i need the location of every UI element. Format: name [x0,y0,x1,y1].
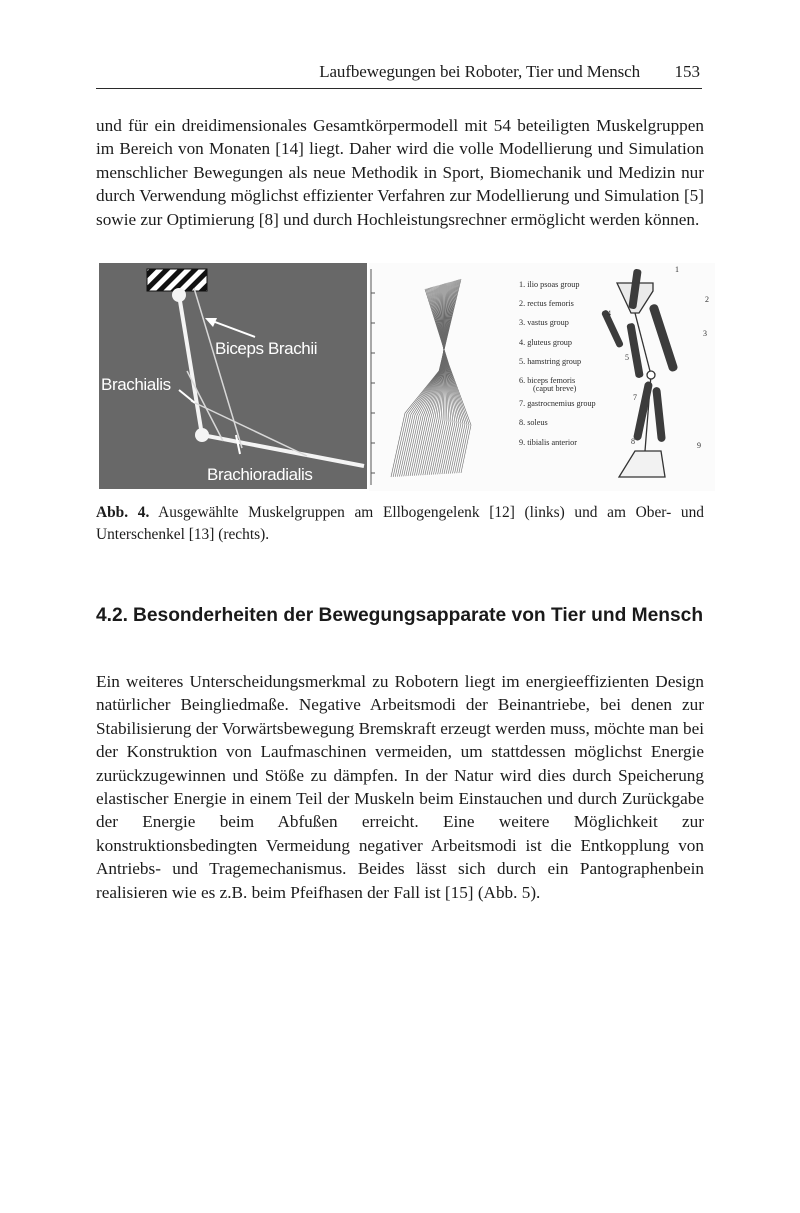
muscle-legend [519,275,596,452]
muscle-item: 2. rectus femoris [519,299,574,309]
leg-number: 5 [625,353,629,362]
muscle-item: 4. gluteus group [519,337,572,347]
brachialis-pointer [179,390,195,403]
leg-number: 9 [697,441,701,450]
muscle-item: 6. biceps femoris [519,376,576,386]
upper-arm [179,295,202,435]
body-paragraph-1: und für ein dreidimensionales Gesamtkörpermodell mit 54 beteiligten Muskelgruppen im Bereich von Monaten [14] liegt. Daher wird die volle Modellierung und Simulation menschlicher Bewegungen als neue Methodik in Sport, Biomechanik und Medizin nur durch Verwendung möglichst effizienter Verfahren zur Modellierung und Simulation [5] sowie zur Optimierung [8] und durch Hochleistungsrechner ermöglicht werden können. [96,116,704,229]
body-paragraph-2: Ein weiteres Unterscheidungsmerkmal zu Robotern liegt im energieeffizienten Design natürlicher Beingliedmaße. Negative Arbeitsmodi der Beinantriebe, bei denen zur Stabilisierung der Vorwärtsbewegung Bremskraft erzeugt werden muss, möchte man bei der Konstruktion von Laufmaschinen vermeiden, um stattdessen möglichst Energie zurückzugewinnen und Stöße zu dämpfen. In der Natur wird dies durch Speicherung elastischer Energie in einem Teil der Muskeln beim Einstauchen und durch Zurückgabe der Energie beim Abfußen erreicht. Eine weitere Möglichkeit zur konstruktionsbedingten Vermeidung negativer Arbeitsmodi ist die Entkopplung von Antriebs- und Tragemechanismus. Beides lässt sich durch ein Pantographenbein realisieren wie es z.B. beim Pfeifhasen der Fall ist [15] (Abb. 5). [96,672,704,902]
caption-text: Ausgewählte Muskelgruppen am Ellbogengelenk [12] (links) und am Ober- und Unterschenkel [13] (rechts). [96,504,705,543]
muscle-item: 7. gastrocnemius group [519,399,596,409]
caption-label: Abb. 4. [96,504,150,521]
elbow-muscle-diagram [99,263,367,489]
muscle-item: 1. ilio psoas group [519,280,580,289]
leg-number: 6 [637,371,641,380]
brachioradialis-line [191,401,307,456]
forearm [202,435,364,466]
figure-caption [96,502,704,545]
muscle-item: 9. tibialis anterior [519,437,577,447]
leg-number: 7 [633,393,637,402]
muscle-item: 8. soleus [519,418,548,428]
muscle-item: 3. vastus group [519,318,569,328]
muscle-item: 5. hamstring group [519,356,582,366]
leg-number: 8 [631,437,635,446]
section-number: 4.2. [96,605,129,626]
figure-4 [99,263,715,491]
leg-number: 3 [703,329,707,338]
running-title: Laufbewegungen bei Roboter, Tier und Mensch [319,62,640,81]
muscle-item-sub: (caput breve) [533,384,577,394]
section-title-text: Besonderheiten der Bewegungsapparate von Tier und Mensch [133,605,704,626]
label-brachioradialis: Brachioradialis [207,465,313,484]
leg-number: 1 [675,265,679,274]
label-brachialis: Brachialis [101,375,171,394]
page-header [96,60,702,89]
leg-number: 4 [607,309,611,318]
leg-muscle-diagram [369,263,715,491]
shoulder-mount [147,269,207,291]
stick-figure-trajectory [391,279,471,477]
leg-number: 2 [705,295,709,304]
label-biceps-brachii: Biceps Brachii [215,339,318,358]
page-number: 153 [674,62,700,81]
section-heading [96,604,704,627]
